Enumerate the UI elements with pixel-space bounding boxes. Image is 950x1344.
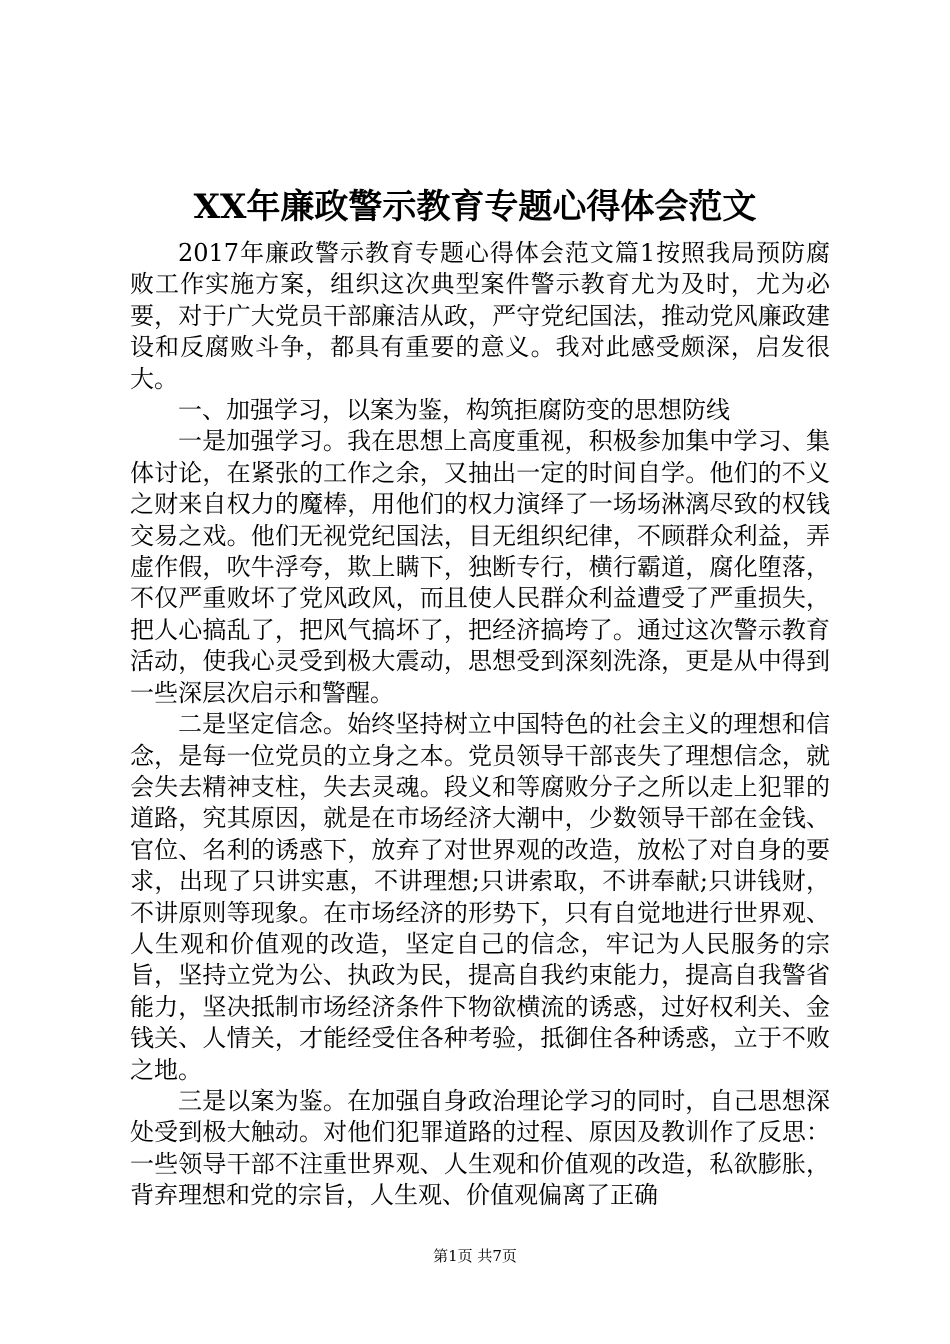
document-title: XX年廉政警示教育专题心得体会范文 bbox=[193, 187, 757, 227]
section-heading-1: 一、加强学习，以案为鉴，构筑拒腐防变的思想防线 bbox=[178, 396, 730, 425]
document-body bbox=[130, 238, 830, 1212]
page-number-footer: 第1页 共7页 bbox=[433, 1247, 517, 1265]
paragraph-lesson: 三是以案为鉴。在加强自身政治理论学习的同时，自己思想深处受到极大触动。对他们犯罪道路的过程、原因及教训作了反思：一些领导干部不注重世界观、人生观和价值观的改造，私欲膨胀，背弃理想和党的宗旨，人生观、价值观偏离了正确 bbox=[130, 1086, 830, 1210]
paragraph-study: 一是加强学习。我在思想上高度重视，积极参加集中学习、集体讨论，在紧张的工作之余，又抽出一定的时间自学。他们的不义之财来自权力的魔棒，用他们的权力演绎了一场场淋漓尽致的权钱交易之戏。他们无视党纪国法，目无组织纪律，不顾群众利益，弄虚作假，吹牛浮夸，欺上瞒下，独断专行，横行霸道，腐化堕落，不仅严重败坏了党风政风，而且使人民群众利益遭受了严重损失，把人心搞乱了，把风气搞坏了，把经济搞垮了。通过这次警示教育活动，使我心灵受到极大震动，思想受到深刻洗涤，更是从中得到一些深层次启示和警醒。 bbox=[130, 427, 830, 707]
paragraph-belief: 二是坚定信念。始终坚持树立中国特色的社会主义的理想和信念，是每一位党员的立身之本。党员领导干部丧失了理想信念，就会失去精神支柱，失去灵魂。段义和等腐败分子之所以走上犯罪的道路，究其原因，就是在市场经济大潮中，少数领导干部在金钱、官位、名利的诱惑下，放弃了对世界观的改造，放松了对自身的要求，出现了只讲实惠，不讲理想;只讲索取，不讲奉献;只讲钱财，不讲原则等现象。在市场经济的形势下，只有自觉地进行世界观、人生观和价值观的改造，坚定自己的信念，牢记为人民服务的宗旨，坚持立党为公、执政为民，提高自我约束能力，提高自我警省能力，坚决抵制市场经济条件下物欲横流的诱惑，过好权利关、金钱关、人情关，才能经受住各种考验，抵御住各种诱惑，立于不败之地。 bbox=[130, 710, 830, 1084]
paragraph-intro: 2017年廉政警示教育专题心得体会范文篇1按照我局预防腐败工作实施方案，组织这次典型案件警示教育尤为及时，尤为必要，对于广大党员干部廉洁从政，严守党纪国法，推动党风廉政建设和反腐败斗争，都具有重要的意义。我对此感受颇深，启发很大。 bbox=[130, 239, 830, 393]
